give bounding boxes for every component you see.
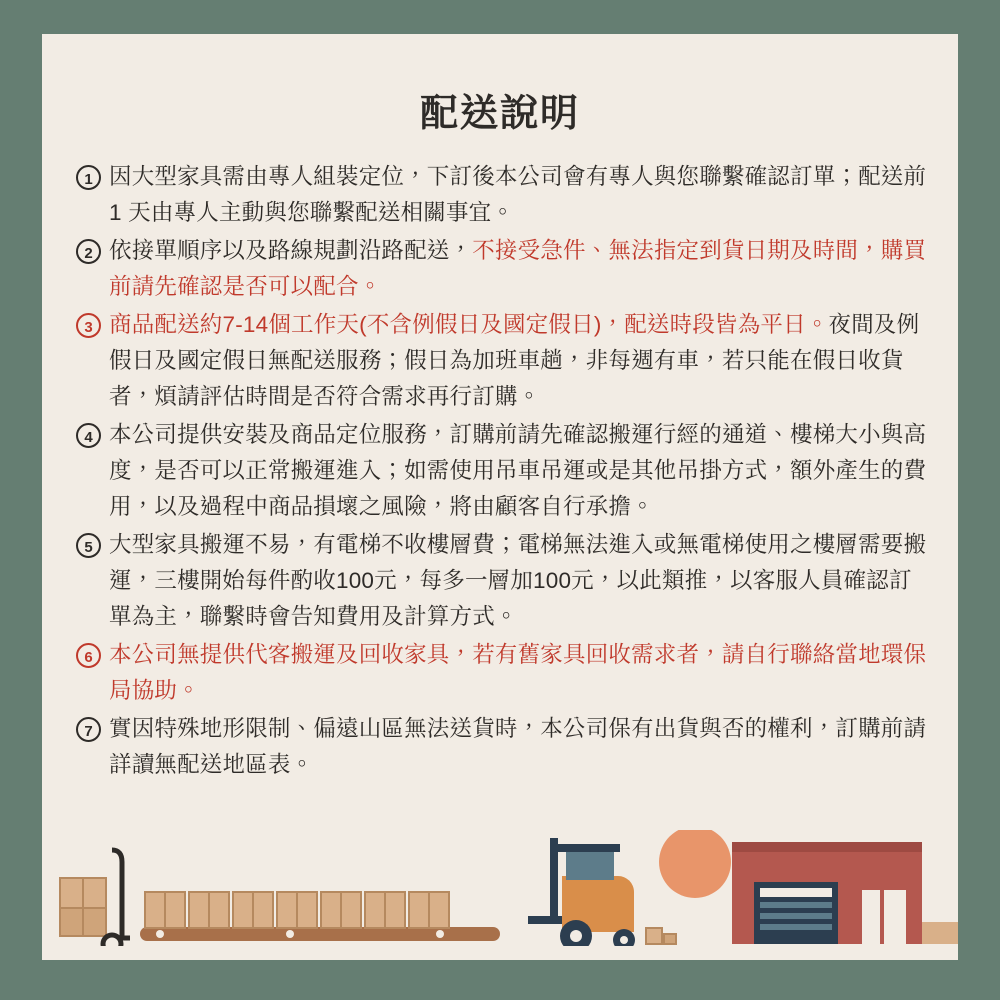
list-item-number: 5 — [76, 533, 101, 558]
list-item-text — [109, 527, 932, 635]
list-item-number: 2 — [76, 239, 101, 264]
page-title: 配送說明 — [419, 93, 580, 135]
content-card — [42, 34, 958, 960]
sun-icon — [659, 830, 731, 898]
list-item-text-segment: 商品配送約7-14個工作天(不含例假日及國定假日)，配送時段皆為平日。 — [109, 312, 829, 337]
list-item — [76, 417, 932, 525]
list-item-text-segment: 大型家具搬運不易，有電梯不收樓層費；電梯無法進入或無電梯使用之樓層需要搬運，三樓開始每件酌收100元，每多一層加100元，以此類推，以客服人員確認訂單為主，聯繫時會告知費用及計算方式。 — [109, 532, 927, 629]
list-item-number: 7 — [76, 717, 101, 742]
list-item-text-segment: 依接單順序以及路線規劃沿路配送， — [109, 238, 473, 263]
forklift-icon — [528, 838, 676, 952]
hand-truck-icon — [60, 850, 130, 953]
list-item-text-segment: 夜間及例假日及國定假日無配送服務；假日為加班車趟，非每週有車，若只能在假日收貨者，煩請評估時間是否符合需求再行訂購。 — [109, 312, 920, 409]
list-item-number: 6 — [76, 643, 101, 668]
list-item-text-segment: 因大型家具需由專人組裝定位，下訂後本公司會有專人與您聯繫確認訂單；配送前 1 天由專人主動與您聯繫配送相關事宜。 — [109, 164, 927, 225]
list-item-text-segment: 本公司提供安裝及商品定位服務，訂購前請先確認搬運行經的通道、樓梯大小與高度，是否可以正常搬運進入；如需使用吊車吊運或是其他吊掛方式，額外產生的費用，以及過程中商品損壞之風險，將由顧客自行承擔。 — [109, 422, 927, 519]
list-item — [76, 307, 932, 415]
list-item-text — [109, 159, 932, 231]
conveyor-belt-icon — [140, 892, 500, 941]
list-item — [76, 527, 932, 635]
list-item — [76, 159, 932, 231]
list-item-number: 3 — [76, 313, 101, 338]
list-item-text-segment: 實因特殊地形限制、偏遠山區無法送貨時，本公司保有出貨與否的權利，訂購前請詳讀無配送地區表。 — [109, 716, 927, 777]
list-item-text-segment: 本公司無提供代客搬運及回收家具，若有舊家具回收需求者，請自行聯絡當地環保局協助。 — [109, 642, 927, 703]
list-item — [76, 233, 932, 305]
logistics-illustration — [42, 830, 958, 960]
list-item-number: 4 — [76, 423, 101, 448]
list-item — [76, 711, 932, 783]
list-item — [76, 637, 932, 709]
list-item-text — [109, 711, 932, 783]
list-item-text — [109, 233, 932, 305]
list-item-text — [109, 307, 932, 415]
list-item-text — [109, 637, 932, 709]
warehouse-icon — [732, 842, 958, 944]
list-item-text-segment: 不接受急件、無法指定到貨日期及時間，購買前請先確認是否可以配合。 — [109, 238, 927, 299]
list-item-number: 1 — [76, 165, 101, 190]
list-item-text — [109, 417, 932, 525]
delivery-terms-list — [76, 159, 932, 785]
